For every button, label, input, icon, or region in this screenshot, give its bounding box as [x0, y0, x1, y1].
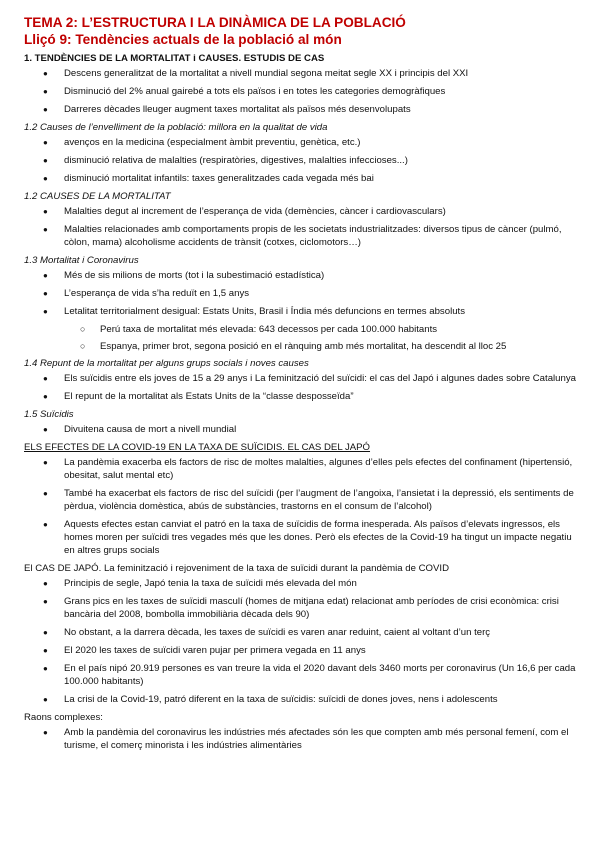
list-item: ● Més de sis milions de morts (tot i la subestimació estadística)	[24, 269, 580, 282]
list-item: ● En el país nipó 20.919 persones es van treure la vida el 2020 davant dels 3460 morts per coronavirus (Un 16,6 per cada 100.000 habitants)	[24, 662, 580, 688]
list-item: ● La pandèmia exacerba els factors de risc de moltes malalties, algunes d’elles pels efectes del confinament (hipertensió, obesitat, salut mental etc)	[24, 456, 580, 482]
section-heading-1-4: 1.4 Repunt de la mortalitat per alguns grups socials i noves causes	[24, 358, 309, 369]
list-item: ● disminució relativa de malalties (respiratòries, digestives, malalties infeccioses...)	[24, 154, 580, 167]
list-item: ● Aquests efectes estan canviat el patró en la taxa de suïcidis de forma inesperada. Als països d’elevats ingressos, els homes moren per suïcidi tres vegades més que les dones. Però els efectes de la Covid-19 ha tingut un impacte negatiu en altres grups socials	[24, 518, 580, 557]
list-item: ● Divuitena causa de mort a nivell mundial	[24, 423, 580, 436]
list-item: ● Amb la pandèmia del coronavirus les indústries més afectades són les que compten amb més personal femení, com el turisme, el comerç minorista i les indústries alimentàries	[24, 726, 580, 752]
sub-list-item: ○ Perú taxa de mortalitat més elevada: 643 decessos per cada 100.000 habitants	[24, 323, 580, 336]
lesson-title: Lliçó 9: Tendències actuals de la població al món	[24, 32, 342, 47]
list-item: ● Malalties relacionades amb comportaments propis de les societats industrialitzades: diversos tipus de càncer (pulmó, còlon, mama) alcoholisme accidents de trànsit (cotxes, ciclomotors…)	[24, 223, 580, 249]
list-item: ● El repunt de la mortalitat als Estats Units de la “classe desposseïda”	[24, 390, 580, 403]
covid-effects-list	[24, 456, 580, 557]
section-1-4-list	[24, 372, 580, 403]
section-1-3-list	[24, 269, 580, 353]
topic-title: TEMA 2: L’ESTRUCTURA I LA DINÀMICA DE LA POBLACIÓ	[24, 15, 406, 30]
section-1-5-list	[24, 423, 580, 436]
japan-case-heading: El CAS DE JAPÓ. La feminització i rejoveniment de la taxa de suïcidi durant la pandèmia de COVID	[24, 563, 449, 574]
list-item: ● Grans pics en les taxes de suïcidi masculí (homes de mitjana edat) relacionat amb períodes de crisi econòmica: crisi bancària del 2008, bombolla immobiliària dècada dels 90)	[24, 595, 580, 621]
section-heading-1-2-aging: 1.2 Causes de l’envelliment de la població: millora en la qualitat de vida	[24, 122, 328, 133]
list-item: ● Darreres dècades lleuger augment taxes mortalitat als països més desenvolupats	[24, 103, 580, 116]
list-item: ● També ha exacerbat els factors de risc del suïcidi (per l’augment de l’angoixa, l’ansietat i la depressió, els sentiments de pèrdua, violència domèstica, abús de substàncies, trastorns en el consum de l’alcohol)	[24, 487, 580, 513]
section-1-2-aging-list	[24, 136, 580, 185]
section-1-list	[24, 67, 580, 116]
section-heading-1-3: 1.3 Mortalitat i Coronavirus	[24, 255, 139, 266]
list-item: ● Malalties degut al increment de l’esperança de vida (demències, càncer i cardiovasculars)	[24, 205, 580, 218]
section-1-2-causes-list	[24, 205, 580, 249]
list-item: ● Letalitat territorialment desigual: Estats Units, Brasil i Índia més defuncions en termes absoluts	[24, 305, 580, 318]
list-item: ● avenços en la medicina (especialment àmbit preventiu, genètica, etc.)	[24, 136, 580, 149]
complex-reasons-list	[24, 726, 580, 752]
list-item: ● Descens generalitzat de la mortalitat a nivell mundial segona meitat segle XX i principis del XXI	[24, 67, 580, 80]
sub-list-item: ○ Espanya, primer brot, segona posició en el rànquing amb més mortalitat, ha descendit al lloc 25	[24, 340, 580, 353]
list-item: ● Principis de segle, Japó tenia la taxa de suïcidi més elevada del món	[24, 577, 580, 590]
section-heading-1: 1. TENDÈNCIES DE LA MORTALITAT i CAUSES. ESTUDIS DE CAS	[24, 53, 325, 64]
list-item: ● Disminució del 2% anual gairebé a tots els països i en totes les categories demogràfiques	[24, 85, 580, 98]
covid-effects-heading: ELS EFECTES DE LA COVID-19 EN LA TAXA DE SUÏCIDIS. EL CAS DEL JAPÓ	[24, 442, 371, 453]
section-heading-1-5: 1.5 Suïcidis	[24, 409, 74, 420]
list-item: ● Els suïcidis entre els joves de 15 a 29 anys i La feminització del suïcidi: el cas del Japó i algunes dades sobre Catalunya	[24, 372, 580, 385]
japan-case-list	[24, 577, 580, 706]
list-item: ● L’esperança de vida s’ha reduït en 1,5 anys	[24, 287, 580, 300]
section-heading-1-2-causes: 1.2 CAUSES DE LA MORTALITAT	[24, 191, 171, 202]
document-page	[24, 14, 580, 757]
list-item: ● No obstant, a la darrera dècada, les taxes de suïcidi es varen anar reduint, caient al voltant d’un terç	[24, 626, 580, 639]
list-item: ● El 2020 les taxes de suïcidi varen pujar per primera vegada en 11 anys	[24, 644, 580, 657]
list-item: ● disminució mortalitat infantils: taxes generalitzades cada vegada més bai	[24, 172, 580, 185]
list-item: ● La crisi de la Covid-19, patró diferent en la taxa de suïcidis: suïcidi de dones joves, nens i adolescents	[24, 693, 580, 706]
complex-reasons-heading: Raons complexes:	[24, 712, 103, 723]
